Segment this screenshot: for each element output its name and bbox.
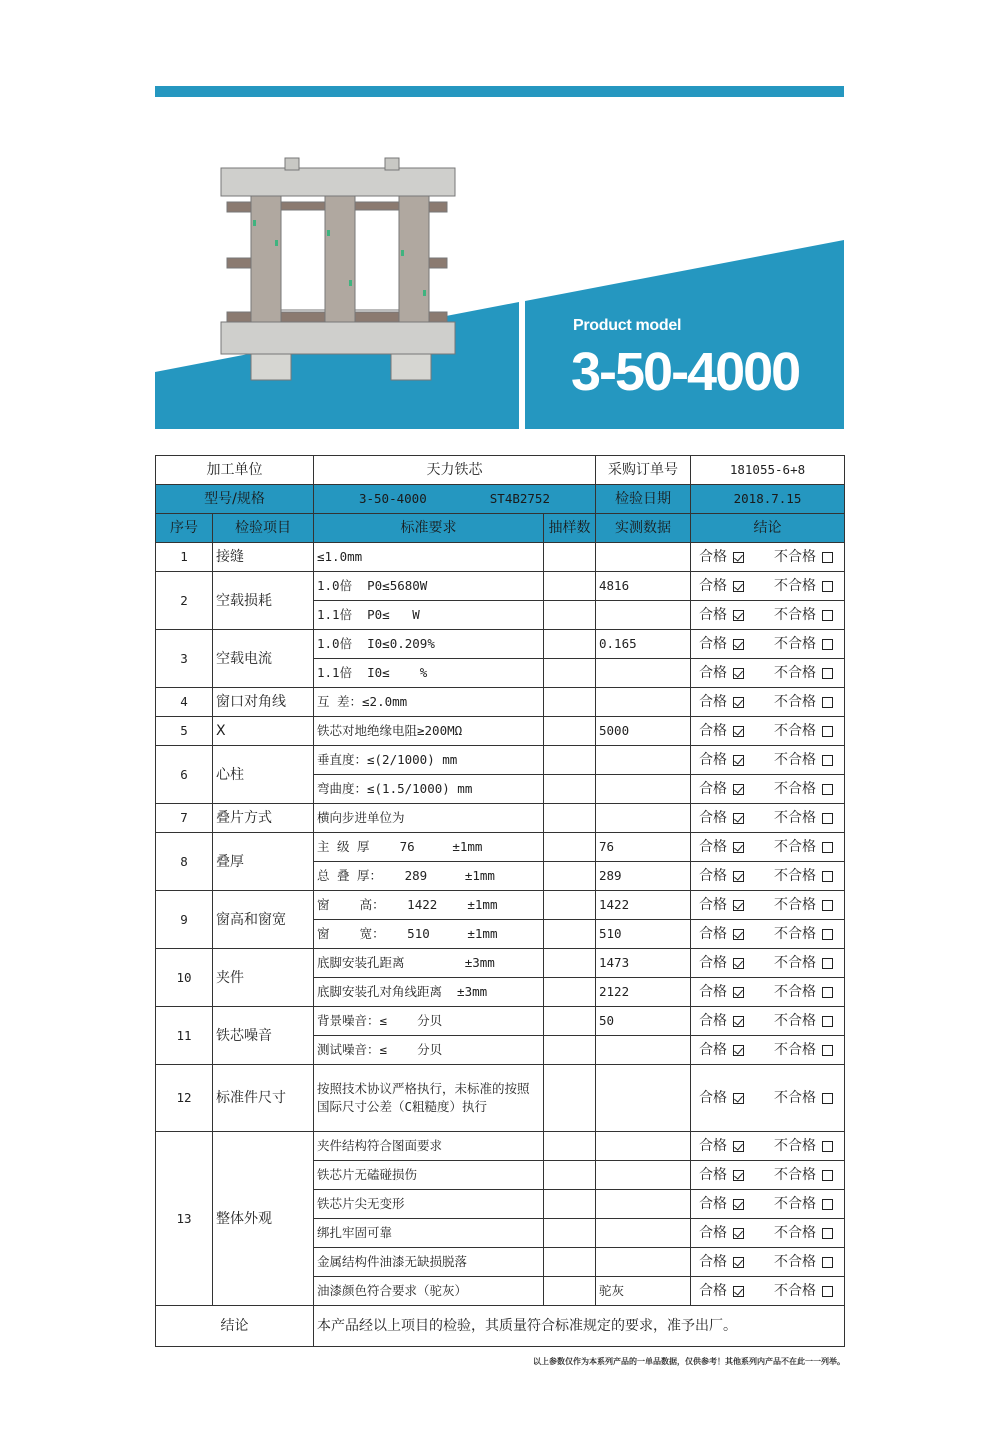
pass-checkbox[interactable] bbox=[733, 726, 744, 737]
row-measured bbox=[596, 804, 691, 833]
pass-checkbox[interactable] bbox=[733, 987, 744, 998]
row-measured bbox=[596, 601, 691, 630]
row-sample bbox=[544, 1277, 596, 1306]
row-measured bbox=[596, 1190, 691, 1219]
fail-label: 不合格 bbox=[774, 636, 816, 652]
row-verdict bbox=[691, 659, 845, 688]
row-item: 叠片方式 bbox=[213, 804, 314, 833]
pass-checkbox[interactable] bbox=[733, 1016, 744, 1027]
row-seq: 4 bbox=[156, 688, 213, 717]
row-measured: 1473 bbox=[596, 949, 691, 978]
row-standard: 互 差：≤2.0mm bbox=[314, 688, 544, 717]
row-verdict bbox=[691, 1036, 845, 1065]
fail-checkbox[interactable] bbox=[822, 1016, 833, 1027]
row-item: 窗高和窗宽 bbox=[213, 891, 314, 949]
fail-label: 不合格 bbox=[774, 1254, 816, 1270]
pass-checkbox[interactable] bbox=[733, 842, 744, 853]
pass-label: 合格 bbox=[699, 636, 727, 652]
row-verdict bbox=[691, 1248, 845, 1277]
row-item: 标准件尺寸 bbox=[213, 1065, 314, 1132]
pass-label: 合格 bbox=[699, 1167, 727, 1183]
row-verdict bbox=[691, 949, 845, 978]
pass-checkbox[interactable] bbox=[733, 668, 744, 679]
row-measured bbox=[596, 775, 691, 804]
pass-checkbox[interactable] bbox=[733, 697, 744, 708]
row-verdict bbox=[691, 1277, 845, 1306]
row-verdict bbox=[691, 630, 845, 659]
pass-checkbox[interactable] bbox=[733, 1141, 744, 1152]
row-standard: 横向步进单位为 bbox=[314, 804, 544, 833]
table-row bbox=[156, 688, 845, 717]
pass-label: 合格 bbox=[699, 1254, 727, 1270]
row-item: X bbox=[213, 717, 314, 746]
row-sample bbox=[544, 1161, 596, 1190]
pass-checkbox[interactable] bbox=[733, 552, 744, 563]
table-row bbox=[156, 833, 845, 862]
model-spec: 3-50-4000 bbox=[358, 491, 427, 506]
pass-checkbox[interactable] bbox=[733, 1093, 744, 1104]
row-standard: 窗 宽： 510 ±1mm bbox=[314, 920, 544, 949]
row-measured: 驼灰 bbox=[596, 1277, 691, 1306]
fail-checkbox[interactable] bbox=[822, 813, 833, 824]
row-measured bbox=[596, 659, 691, 688]
model-label: 型号/规格 bbox=[156, 485, 314, 514]
fail-label: 不合格 bbox=[774, 810, 816, 826]
row-verdict bbox=[691, 862, 845, 891]
fail-label: 不合格 bbox=[774, 1042, 816, 1058]
col-measured: 实测数据 bbox=[596, 514, 691, 543]
product-model-value: 3-50-4000 bbox=[571, 342, 800, 402]
pass-label: 合格 bbox=[699, 868, 727, 884]
row-sample bbox=[544, 601, 596, 630]
fail-checkbox[interactable] bbox=[822, 668, 833, 679]
row-sample bbox=[544, 688, 596, 717]
row-sample bbox=[544, 1219, 596, 1248]
fail-label: 不合格 bbox=[774, 1013, 816, 1029]
row-seq: 10 bbox=[156, 949, 213, 1007]
row-sample bbox=[544, 1248, 596, 1277]
row-measured: 510 bbox=[596, 920, 691, 949]
row-standard: 垂直度：≤(2/1000) mm bbox=[314, 746, 544, 775]
row-standard: 1.1倍 P0≤ W bbox=[314, 601, 544, 630]
pass-checkbox[interactable] bbox=[733, 958, 744, 969]
model-value bbox=[314, 485, 596, 514]
fail-checkbox[interactable] bbox=[822, 987, 833, 998]
model-code: ST4B2752 bbox=[489, 491, 550, 506]
row-standard: 铁芯片尖无变形 bbox=[314, 1190, 544, 1219]
pass-label: 合格 bbox=[699, 752, 727, 768]
conclusion-row bbox=[156, 1306, 845, 1347]
row-sample bbox=[544, 804, 596, 833]
row-seq: 9 bbox=[156, 891, 213, 949]
fail-checkbox[interactable] bbox=[822, 581, 833, 592]
row-seq: 2 bbox=[156, 572, 213, 630]
row-item: 铁芯噪音 bbox=[213, 1007, 314, 1065]
row-measured: 2122 bbox=[596, 978, 691, 1007]
fail-checkbox[interactable] bbox=[822, 1257, 833, 1268]
row-sample bbox=[544, 1007, 596, 1036]
fail-checkbox[interactable] bbox=[822, 755, 833, 766]
fail-label: 不合格 bbox=[774, 1225, 816, 1241]
row-sample bbox=[544, 543, 596, 572]
fail-label: 不合格 bbox=[774, 665, 816, 681]
table-row bbox=[156, 572, 845, 601]
row-item: 心柱 bbox=[213, 746, 314, 804]
pass-label: 合格 bbox=[699, 1090, 727, 1106]
row-measured bbox=[596, 543, 691, 572]
row-standard: ≤1.0mm bbox=[314, 543, 544, 572]
row-seq: 11 bbox=[156, 1007, 213, 1065]
pass-label: 合格 bbox=[699, 723, 727, 739]
fail-label: 不合格 bbox=[774, 607, 816, 623]
row-seq: 12 bbox=[156, 1065, 213, 1132]
table-row bbox=[156, 543, 845, 572]
fail-checkbox[interactable] bbox=[822, 1045, 833, 1056]
row-verdict bbox=[691, 1219, 845, 1248]
fail-checkbox[interactable] bbox=[822, 1228, 833, 1239]
pass-checkbox[interactable] bbox=[733, 813, 744, 824]
date-value: 2018.7.15 bbox=[691, 485, 845, 514]
pass-checkbox[interactable] bbox=[733, 610, 744, 621]
col-sample: 抽样数 bbox=[544, 514, 596, 543]
fail-label: 不合格 bbox=[774, 1283, 816, 1299]
pass-checkbox[interactable] bbox=[733, 639, 744, 650]
fail-label: 不合格 bbox=[774, 897, 816, 913]
row-measured bbox=[596, 746, 691, 775]
fail-checkbox[interactable] bbox=[822, 842, 833, 853]
table-row bbox=[156, 1007, 845, 1036]
fail-label: 不合格 bbox=[774, 578, 816, 594]
pass-label: 合格 bbox=[699, 694, 727, 710]
row-seq: 13 bbox=[156, 1132, 213, 1306]
row-measured bbox=[596, 1132, 691, 1161]
fail-checkbox[interactable] bbox=[822, 1199, 833, 1210]
fail-label: 不合格 bbox=[774, 549, 816, 565]
pass-label: 合格 bbox=[699, 578, 727, 594]
pass-label: 合格 bbox=[699, 665, 727, 681]
row-sample bbox=[544, 1036, 596, 1065]
fail-label: 不合格 bbox=[774, 926, 816, 942]
fail-checkbox[interactable] bbox=[822, 697, 833, 708]
pass-checkbox[interactable] bbox=[733, 929, 744, 940]
header-row-unit bbox=[156, 456, 845, 485]
row-verdict bbox=[691, 1007, 845, 1036]
header-row-model bbox=[156, 485, 845, 514]
pass-label: 合格 bbox=[699, 984, 727, 1000]
row-sample bbox=[544, 775, 596, 804]
row-sample bbox=[544, 630, 596, 659]
col-item: 检验项目 bbox=[213, 514, 314, 543]
row-measured bbox=[596, 1219, 691, 1248]
row-sample bbox=[544, 978, 596, 1007]
row-measured: 289 bbox=[596, 862, 691, 891]
conclusion-label: 结论 bbox=[156, 1306, 314, 1347]
conclusion-text: 本产品经以上项目的检验，其质量符合标准规定的要求，准予出厂。 bbox=[314, 1306, 845, 1347]
fail-label: 不合格 bbox=[774, 723, 816, 739]
fail-label: 不合格 bbox=[774, 868, 816, 884]
row-verdict bbox=[691, 833, 845, 862]
pass-checkbox[interactable] bbox=[733, 755, 744, 766]
table-row bbox=[156, 717, 845, 746]
pass-checkbox[interactable] bbox=[733, 900, 744, 911]
row-sample bbox=[544, 572, 596, 601]
row-standard: 测试噪音：≤ 分贝 bbox=[314, 1036, 544, 1065]
unit-value: 天力铁芯 bbox=[314, 456, 596, 485]
row-seq: 1 bbox=[156, 543, 213, 572]
pass-label: 合格 bbox=[699, 810, 727, 826]
fail-checkbox[interactable] bbox=[822, 1170, 833, 1181]
fail-checkbox[interactable] bbox=[822, 871, 833, 882]
row-standard: 窗 高： 1422 ±1mm bbox=[314, 891, 544, 920]
row-verdict bbox=[691, 1132, 845, 1161]
order-label: 采购订单号 bbox=[596, 456, 691, 485]
row-standard: 弯曲度：≤(1.5/1000) mm bbox=[314, 775, 544, 804]
pass-checkbox[interactable] bbox=[733, 1170, 744, 1181]
row-verdict bbox=[691, 1161, 845, 1190]
row-verdict bbox=[691, 1065, 845, 1132]
pass-label: 合格 bbox=[699, 1283, 727, 1299]
table-row bbox=[156, 1065, 845, 1132]
row-sample bbox=[544, 1065, 596, 1132]
fail-label: 不合格 bbox=[774, 1196, 816, 1212]
fail-label: 不合格 bbox=[774, 1090, 816, 1106]
row-seq: 6 bbox=[156, 746, 213, 804]
inspection-sheet bbox=[155, 455, 845, 1347]
row-sample bbox=[544, 746, 596, 775]
pass-label: 合格 bbox=[699, 781, 727, 797]
row-measured bbox=[596, 688, 691, 717]
date-label: 检验日期 bbox=[596, 485, 691, 514]
fail-checkbox[interactable] bbox=[822, 639, 833, 650]
col-standard: 标准要求 bbox=[314, 514, 544, 543]
fail-label: 不合格 bbox=[774, 1138, 816, 1154]
fail-checkbox[interactable] bbox=[822, 929, 833, 940]
row-verdict bbox=[691, 543, 845, 572]
row-measured: 50 bbox=[596, 1007, 691, 1036]
fail-label: 不合格 bbox=[774, 839, 816, 855]
row-verdict bbox=[691, 775, 845, 804]
row-verdict bbox=[691, 572, 845, 601]
row-standard: 绑扎牢固可靠 bbox=[314, 1219, 544, 1248]
col-seq: 序号 bbox=[156, 514, 213, 543]
row-standard: 夹件结构符合图面要求 bbox=[314, 1132, 544, 1161]
footnote: 以上参数仅作为本系列产品的一单品数据，仅供参考！其他系列内产品不在此一一列举。 bbox=[533, 1357, 845, 1366]
fail-checkbox[interactable] bbox=[822, 958, 833, 969]
product-model-label: Product model bbox=[573, 317, 682, 334]
row-verdict bbox=[691, 601, 845, 630]
row-standard: 背景噪音：≤ 分贝 bbox=[314, 1007, 544, 1036]
row-measured: 4816 bbox=[596, 572, 691, 601]
order-value: 181055-6+8 bbox=[691, 456, 845, 485]
table-row bbox=[156, 949, 845, 978]
pass-label: 合格 bbox=[699, 839, 727, 855]
row-item: 空载电流 bbox=[213, 630, 314, 688]
fail-checkbox[interactable] bbox=[822, 900, 833, 911]
row-sample bbox=[544, 833, 596, 862]
fail-checkbox[interactable] bbox=[822, 1286, 833, 1297]
row-sample bbox=[544, 659, 596, 688]
row-measured bbox=[596, 1036, 691, 1065]
pass-label: 合格 bbox=[699, 1138, 727, 1154]
fail-checkbox[interactable] bbox=[822, 726, 833, 737]
row-verdict bbox=[691, 688, 845, 717]
row-standard: 1.0倍 I0≤0.209% bbox=[314, 630, 544, 659]
pass-checkbox[interactable] bbox=[733, 1286, 744, 1297]
row-item: 接缝 bbox=[213, 543, 314, 572]
row-sample bbox=[544, 1132, 596, 1161]
row-sample bbox=[544, 920, 596, 949]
row-seq: 5 bbox=[156, 717, 213, 746]
unit-label: 加工单位 bbox=[156, 456, 314, 485]
row-standard: 油漆颜色符合要求（驼灰） bbox=[314, 1277, 544, 1306]
table-row bbox=[156, 1132, 845, 1161]
row-sample bbox=[544, 862, 596, 891]
fail-checkbox[interactable] bbox=[822, 610, 833, 621]
fail-checkbox[interactable] bbox=[822, 784, 833, 795]
row-seq: 7 bbox=[156, 804, 213, 833]
row-sample bbox=[544, 1190, 596, 1219]
pass-label: 合格 bbox=[699, 1013, 727, 1029]
row-verdict bbox=[691, 804, 845, 833]
fail-label: 不合格 bbox=[774, 694, 816, 710]
row-standard: 铁芯对地绝缘电阻≥200MΩ bbox=[314, 717, 544, 746]
row-measured: 76 bbox=[596, 833, 691, 862]
pass-label: 合格 bbox=[699, 926, 727, 942]
row-measured bbox=[596, 1248, 691, 1277]
fail-label: 不合格 bbox=[774, 984, 816, 1000]
row-item: 窗口对角线 bbox=[213, 688, 314, 717]
pass-label: 合格 bbox=[699, 549, 727, 565]
col-conclusion: 结论 bbox=[691, 514, 845, 543]
row-sample bbox=[544, 949, 596, 978]
row-standard: 1.1倍 I0≤ % bbox=[314, 659, 544, 688]
pass-label: 合格 bbox=[699, 955, 727, 971]
row-standard: 主 级 厚 76 ±1mm bbox=[314, 833, 544, 862]
row-standard: 1.0倍 P0≤5680W bbox=[314, 572, 544, 601]
row-standard: 底脚安装孔对角线距离 ±3mm bbox=[314, 978, 544, 1007]
table-row bbox=[156, 746, 845, 775]
row-standard: 总 叠 厚： 289 ±1mm bbox=[314, 862, 544, 891]
top-accent-bar bbox=[155, 86, 844, 97]
fail-checkbox[interactable] bbox=[822, 552, 833, 563]
pass-checkbox[interactable] bbox=[733, 581, 744, 592]
row-measured bbox=[596, 1161, 691, 1190]
row-seq: 8 bbox=[156, 833, 213, 891]
row-measured: 5000 bbox=[596, 717, 691, 746]
pass-checkbox[interactable] bbox=[733, 1228, 744, 1239]
fail-label: 不合格 bbox=[774, 1167, 816, 1183]
row-item: 整体外观 bbox=[213, 1132, 314, 1306]
table-row bbox=[156, 804, 845, 833]
row-sample bbox=[544, 717, 596, 746]
pass-checkbox[interactable] bbox=[733, 1257, 744, 1268]
row-measured: 0.165 bbox=[596, 630, 691, 659]
fail-checkbox[interactable] bbox=[822, 1093, 833, 1104]
row-standard: 铁芯片无磕碰损伤 bbox=[314, 1161, 544, 1190]
fail-label: 不合格 bbox=[774, 752, 816, 768]
pass-label: 合格 bbox=[699, 1196, 727, 1212]
row-verdict bbox=[691, 978, 845, 1007]
row-seq: 3 bbox=[156, 630, 213, 688]
pass-checkbox[interactable] bbox=[733, 871, 744, 882]
fail-label: 不合格 bbox=[774, 781, 816, 797]
row-item: 空载损耗 bbox=[213, 572, 314, 630]
pass-checkbox[interactable] bbox=[733, 1199, 744, 1210]
pass-label: 合格 bbox=[699, 1042, 727, 1058]
row-measured: 1422 bbox=[596, 891, 691, 920]
fail-label: 不合格 bbox=[774, 955, 816, 971]
row-sample bbox=[544, 891, 596, 920]
pass-checkbox[interactable] bbox=[733, 1045, 744, 1056]
table-row bbox=[156, 891, 845, 920]
row-standard: 金属结构件油漆无缺损脱落 bbox=[314, 1248, 544, 1277]
row-verdict bbox=[691, 1190, 845, 1219]
row-item: 夹件 bbox=[213, 949, 314, 1007]
row-standard: 底脚安装孔距离 ±3mm bbox=[314, 949, 544, 978]
table-row bbox=[156, 630, 845, 659]
row-measured bbox=[596, 1065, 691, 1132]
row-item: 叠厚 bbox=[213, 833, 314, 891]
pass-label: 合格 bbox=[699, 1225, 727, 1241]
column-header-row bbox=[156, 514, 845, 543]
row-verdict bbox=[691, 717, 845, 746]
pass-label: 合格 bbox=[699, 607, 727, 623]
row-verdict bbox=[691, 920, 845, 949]
fail-checkbox[interactable] bbox=[822, 1141, 833, 1152]
pass-checkbox[interactable] bbox=[733, 784, 744, 795]
pass-label: 合格 bbox=[699, 897, 727, 913]
row-verdict bbox=[691, 891, 845, 920]
row-standard: 按照技术协议严格执行，未标准的按照国际尺寸公差（C粗糙度）执行 bbox=[314, 1065, 544, 1132]
row-verdict bbox=[691, 746, 845, 775]
